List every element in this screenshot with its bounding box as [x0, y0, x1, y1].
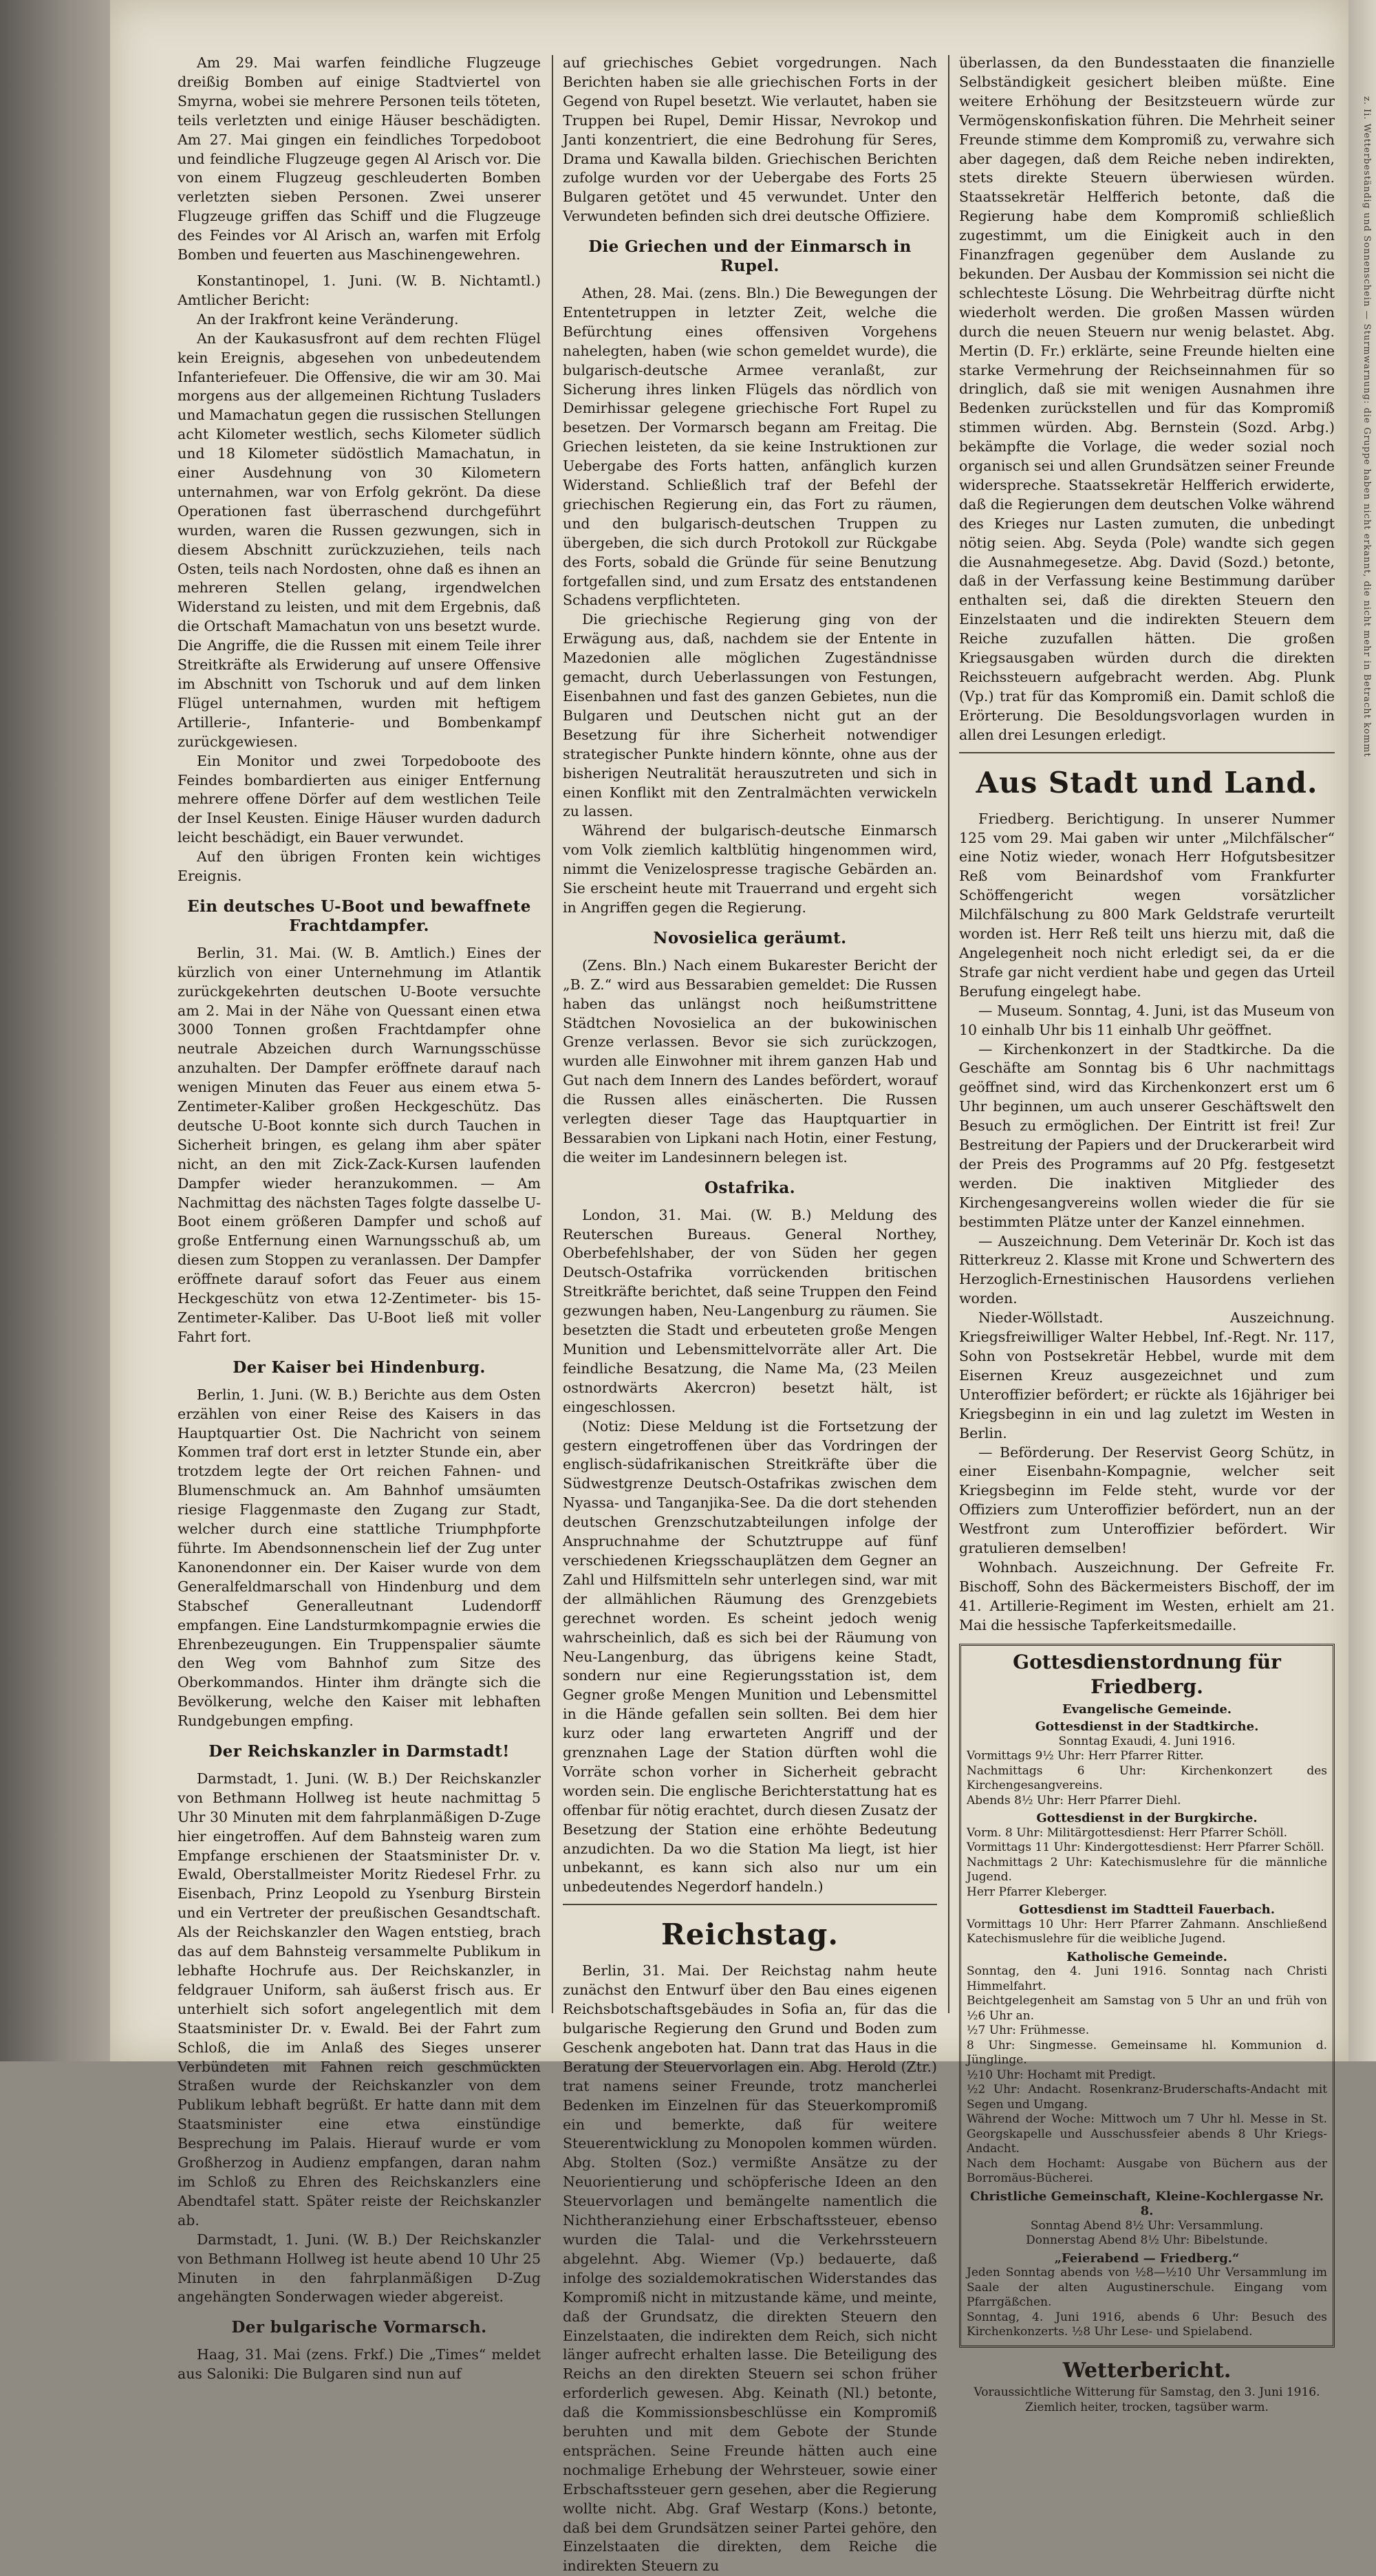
weather-line: Voraussichtliche Witterung für Samstag, den 3. Juni 1916.: [974, 2385, 1320, 2399]
weather-line: Ziemlich heiter, trocken, tagsüber warm.: [1025, 2400, 1269, 2414]
column-rule-2: [948, 55, 949, 2013]
schedule-line: Vormittags 9½ Uhr: Herr Pfarrer Ritter.: [967, 1749, 1204, 1763]
paragraph: (Notiz: Diese Meldung ist die Fortsetzung der gestern eingetroffenen über das Vordringen der englisch-südafrikanischen Streitkräfte über die Südwestgrenze Deutsch-Ostafrikas zwischen dem Nyassa- und Tanganjika-See. Da die dort stehenden deutschen Grenzschutzabteilungen infolge der Anspruchnahme der Schutztruppe auf fünf verschiedenen Kriegsschauplätzen dem Gegner an Zahl und Hilfsmitteln sehr unterlegen sind, war mit der allmählichen Räumung des Grenzgebiets gerechnet worden. Es scheint jedoch wenig wahrscheinlich, daß es sich bei der Räumung von Neu-Langenburg, das übrigens keine Stadt, sondern nur eine Regierungsstation ist, dem Gegner große Mengen Munition und Lebensmittel in die Hände gefallen sein sollten. Bei dem hier kurz oder lang erwarteten Angriff und der grenznahen Lage der Station dürften wohl die Vorräte schon vorher in Sicherheit gebracht worden sein. Die englische Berichterstattung hat es offenbar für nötig erachtet, durch diesen Zusatz der Besetzung der Station eine erhöhte Bedeutung anzudichten. Da wo die Station Ma liegt, ist hier unbekannt, es kann sich also nur um ein unbedeutendes Negerdorf handeln.): [563, 1417, 937, 1896]
paragraph: Ein Monitor und zwei Torpedoboote des Feindes bombardierten aus einiger Entfernung mehrere offene Dörfer auf dem westlichen Teile der Insel Keusten. Einige Häuser wurden dadurch leicht beschädigt, ein Bauer verwundet.: [178, 752, 541, 846]
schedule-line: Sonntag Exaudi, 4. Juni 1916.: [1058, 1734, 1236, 1748]
schedule-line: Abends 8½ Uhr: Herr Pfarrer Diehl.: [967, 1793, 1181, 1807]
paragraph: Nieder-Wöllstadt. Auszeichnung. Kriegsfreiwilliger Walter Hebbel, Inf.-Regt. Nr. 117, Sohn von Postsekretär Hebbel, wurde mit dem Eisernen Kreuz ausgezeichnet und zum Unteroffizier befördert; er rückte als 16jähriger bei Kriegsbeginn in ein und lag zuletzt im Westen in Berlin.: [959, 1309, 1335, 1441]
article-heading: Der bulgarische Vormarsch.: [231, 2318, 487, 2337]
paragraph: Friedberg. Berichtigung. In unserer Nummer 125 vom 29. Mai gaben wir unter „Milchfälscher“ eine Notiz wieder, wonach Herr Hofgutsbesitzer Reß vom Beinardshof vom Frankfurter Schöffengericht wegen vorsätzlicher Milchfälschung zu 800 Mark Geldstrafe verurteilt worden ist. Herr Reß teilt uns hierzu mit, daß die Angelegenheit noch nicht erledigt sei, da er die Strafe gar nicht verdient habe und gegen das Urteil Berufung eingelegt habe.: [959, 810, 1335, 1000]
paragraph: Darmstadt, 1. Juni. (W. B.) Der Reichskanzler von Bethmann Hollweg ist heute abend 10 Uhr 25 Minuten in den fahrplanmäßigen D-Zug angehängten Sonderwagen wieder abgereist.: [178, 2231, 541, 2306]
paragraph: London, 31. Mai. (W. B.) Meldung des Reuterschen Bureaus. General Northey, Oberbefehlshaber, der von Süden her gegen Deutsch-Ostafrika vorrückenden britischen Streitkräfte berichtet, daß seine Truppen den Feind gezwungen haben, Neu-Langenburg zu räumen. Sie besetzten die Stadt und erbeuteten große Mengen Munition und Lebensmittelvorräte aller Art. Die feindliche Besatzung, die Name Ma, (23 Meilen ostnordwärts Akercron) besetzt hält, ist eingeschlossen.: [563, 1206, 937, 1415]
paragraph: (Zens. Bln.) Nach einem Bukarester Bericht der „B. Z.“ wird aus Bessarabien gemeldet: Die Russen haben das unlängst noch heißumstrittene Städtchen Novosielica an der bukowinischen Grenze verlassen. Bevor sie sich zurückzogen, wurden alle Einwohner mit ihrem ganzen Hab und Gut nach dem Innern des Landes befördert, worauf die Russen alles einäscherten. Die Russen verlegten dieser Tage das Hauptquartier in Bessarabien von Lipkani nach Hotin, einer Festung, die weiter im Landesinnern belegen ist.: [563, 956, 937, 1166]
schedule-line: Sonntag, 4. Juni 1916, abends 6 Uhr: Besuch des Kirchenkonzerts. ½8 Uhr Lese- und Spielabend.: [967, 2310, 1327, 2339]
schedule-line: Vormittags 11 Uhr: Kindergottesdienst: Herr Pfarrer Schöll.: [967, 1840, 1324, 1855]
article-heading: Ein deutsches U-Boot und bewaffnete Frachtdampfer.: [187, 897, 531, 935]
article-heading: Die Griechen und der Einmarsch in Rupel.: [588, 237, 912, 276]
paragraph: Die griechische Regierung ging von der Erwägung aus, daß, nachdem sie der Entente in Mazedonien alle möglichen Zugeständnisse gemacht, durch Ueberlassungen von Festungen, Eisenbahnen und fast des ganzen Gebietes, nun die Bulgaren und Deutschen nicht gut an der Besetzung für ihre Sicherheit notwendiger strategischer Punkte hindern könnte, ohne aus der bisherigen Neutralität herauszutreten und sich in einen Konflikt mit den Zentralmächten verwickeln zu lassen.: [563, 611, 937, 820]
schedule-line: ½10 Uhr: Hochamt mit Predigt.: [967, 2068, 1156, 2082]
paragraph: Athen, 28. Mai. (zens. Bln.) Die Bewegungen der Ententetruppen in letzter Zeit, welche die Befürchtung eines offensiven Vorgehens nahelegten, haben (wie schon gemeldet wurde), die bulgarisch-deutsche Armee veranlaßt, zur Sicherung ihres linken Flügels das nördlich von Demirhissar gelegene griechische Fort Rupel zu besetzen. Der Vormarsch begann am Freitag. Die Griechen leisteten, da sie keine Instruktionen zur Uebergabe des Forts hatten, anfänglich kurzen Widerstand. Schließlich traf der Befehl der griechischen Regierung ein, das Fort zu räumen, und den bulgarisch-deutschen Truppen zu übergeben, die sich durch Protokoll zur Rückgabe des Forts, sobald die Gründe für seine Benutzung fortgefallen sind, und zum Ersatz des entstandenen Schadens verpflichteten.: [563, 284, 937, 609]
paragraph: — Kirchenkonzert in der Stadtkirche. Da die Geschäfte am Sonntag bis 6 Uhr nachmittags geöffnet sind, wird das Kirchenkonzert erst um 6 Uhr beginnen, um auch unserer Geschäftswelt den Besuch zu ermöglichen. Der Eintritt ist frei! Zur Bestreitung der Papiers und der Druckerarbeit wird der Preis des Programms auf 20 Pfg. festgesetzt werden. Die inaktiven Mitglieder des Kirchengesangvereins wollen wieder die für sie bestimmten Plätze unter der Kanzel einnehmen.: [959, 1040, 1335, 1230]
schedule-line: Vorm. 8 Uhr: Militärgottesdienst: Herr Pfarrer Schöll.: [967, 1825, 1288, 1840]
schedule-title: Gottesdienstordnung für Friedberg.: [1013, 1650, 1281, 1698]
weather-title: Wetterbericht.: [1062, 2358, 1232, 2383]
paragraph: — Museum. Sonntag, 4. Juni, ist das Museum von 10 einhalb Uhr bis 11 einhalb Uhr geöffnet.: [959, 1002, 1335, 1038]
paragraph: Auf den übrigen Fronten kein wichtiges Ereignis.: [178, 848, 541, 885]
schedule-line: ½7 Uhr: Frühmesse.: [967, 2024, 1090, 2038]
column-3: [959, 54, 1335, 2414]
scan-right-margin: [1348, 0, 1376, 2061]
paragraph: Konstantinopel, 1. Juni. (W. B. Nichtamtl.) Amtlicher Bericht:: [178, 272, 541, 308]
church-service-schedule-box: [959, 1644, 1335, 2348]
paragraph: Haag, 31. Mai (zens. Frkf.) Die „Times“ meldet aus Saloniki: Die Bulgaren sind nun auf: [178, 2346, 541, 2383]
paragraph: An der Kaukasusfront auf dem rechten Flügel kein Ereignis, abgesehen von unbedeutendem Infanteriefeuer. Die Offensive, die wir am 30. Mai morgens aus der allgemeinen Richtung Tusladers und Mamachatun gegen die russischen Stellungen acht Kilometer westlich, sechs Kilometer südlich und 18 Kilometer südöstlich Mamachatun, in einer Ausdehnung von 30 Kilometern unternahmen, war von Erfolg gekrönt. Da diese Operationen fast überraschend durchgeführt wurden, waren die Russen gezwungen, sich in diesem Abschnitt zurückzuziehen, teils nach Osten, teils nach Nordosten, ohne daß es ihnen an mehreren Stellen gelang, irgendwelchen Widerstand zu leisten, und mit dem Ergebnis, daß die Ortschaft Mamachatun von uns besetzt wurde. Die Angriffe, die die Russen mit einem Teile ihrer Streitkräfte als Erwiderung auf unsere Offensive im Abschnitt von Tschoruk und auf dem linken Flügel unternahmen, wurden mit heftigem Artillerie-, Infanterie- und Bombenkampf zurückgewiesen.: [178, 330, 541, 750]
paragraph: Berlin, 31. Mai. Der Reichstag nahm heute zunächst den Entwurf über den Bau eines eigenen Reichsbotschaftsgebäudes in Sofia an, für das die bulgarische Regierung den Grund und Boden zum Geschenk angeboten hat. Dann trat das Haus in die Beratung der Steuervorlagen ein. Abg. Herold (Ztr.) trat namens seiner Freunde, trotz mancherlei Bedenken im Einzelnen für das Steuerkompromiß ein und bemerkte, daß für weitere Steuerentwicklung zu Monopolen kommen würden. Abg. Stolten (Soz.) vermißte Ansätze zu der Neuorientierung und schöpferische Ideen an den Steuervorlagen und bemängelte namentlich die Nichtheranziehung einer Erbschaftssteuer, ebenso wurden die Talal- und die Verkehrssteuern abgelehnt. Abg. Wiemer (Vp.) bedauerte, daß infolge des sozialdemokratischen Widerstandes das Kompromiß nicht in mitzustande käme, und meinte, daß der Grundsatz, die direkten Steuern den Einzelstaaten, die indirekten dem Reich, sich nicht länger aufrecht erhalten lasse. Die Beteiligung des Reichs an den direkten Steuern sei schon früher erforderlich gewesen. Abg. Keinath (Nl.) betonte, daß die Kommissionsbeschlüsse ein Kompromiß beruhten und mit dem Gebote der Stunde entsprächen. Seine Freunde hätten auch eine nochmalige Erhebung der Wehrsteuer, sowie einer Erbschaftssteuer gern gesehen, aber die Regierung wollte nicht. Abg. Graf Westarp (Kons.) betonte, daß bei dem Grundsätzen seiner Partei gehöre, den Einzelstaaten die direkten, dem Reiche die indirekten Steuern zu: [563, 1962, 937, 2575]
schedule-line: Donnerstag Abend 8½ Uhr: Bibelstunde.: [1026, 2233, 1268, 2248]
schedule-line: Sonntag Abend 8½ Uhr: Versammlung.: [1030, 2218, 1264, 2233]
article-heading: Novosielica geräumt.: [653, 928, 847, 947]
section-divider: [959, 752, 1335, 753]
paragraph: — Auszeichnung. Dem Veterinär Dr. Koch ist das Ritterkreuz 2. Klasse mit Krone und Schwertern des Herzoglich-Ernestinischen Hausordens verliehen worden.: [959, 1232, 1335, 1307]
article-heading: Der Reichskanzler in Darmstadt!: [208, 1742, 510, 1761]
schedule-line: 8 Uhr: Singmesse. Gemeinsame hl. Kommunion d. Jünglinge.: [967, 2038, 1327, 2068]
paragraph: — Beförderung. Der Reservist Georg Schütz, in einer Eisenbahn-Kompagnie, welcher seit Kriegsbeginn im Felde steht, wurde vor der Offiziers zum Unteroffizier befördert, nun an der Westfront zum Unteroffizier befördert. Wir gratulieren demselben!: [959, 1443, 1335, 1557]
schedule-line: ½2 Uhr: Andacht. Rosenkranz-Bruderschafts-Andacht mit Segen und Umgang.: [967, 2083, 1327, 2112]
paragraph: Berlin, 1. Juni. (W. B.) Berichte aus dem Osten erzählen von einer Reise des Kaisers in das Hauptquartier Ost. Die Nachricht von seinem Kommen traf dort erst in letzter Stunde ein, aber trotzdem legte der Ort reichen Fahnen- und Blumenschmuck an. Am Bahnhof umsäumten riesige Flaggenmaste den Zugang zur Stadt, welcher durch eine stattliche Triumphpforte führte. Im Abendsonnenschein lief der Zug unter Kanonendonner ein. Der Kaiser wurde von dem Generalfeldmarschall von Hindenburg und dem Stabschef Generalleutnant Ludendorff empfangen. Eine Landsturmkompagnie erwies die Ehrenbezeugungen. Ein Truppenspalier säumte den Weg vom Bahnhof zum Sitze des Oberkommandos. Hinter ihm drängte sich die Bevölkerung, welche den Kaiser mit lebhaften Rundgebungen empfing.: [178, 1386, 541, 1730]
paragraph: Wohnbach. Auszeichnung. Der Gefreite Fr. Bischoff, Sohn des Bäckermeisters Bischoff, der im 41. Artillerie-Regiment im Westen, erhielt am 21. Mai die hessische Tapferkeitsmedaille.: [959, 1558, 1335, 1633]
schedule-line: Herr Pfarrer Kleberger.: [967, 1885, 1108, 1899]
paragraph: Am 29. Mai warfen feindliche Flugzeuge dreißig Bomben auf einige Stadtviertel von Smyrna, wobei sie mehrere Personen teils töteten, teils verletzten und einige Häuser beschädigten. Am 27. Mai gingen ein feindliches Torpedoboot und feindliche Flugzeuge gegen Al Arisch vor. Die von einem Flugzeug geschleuderten Bomben verletzten sieben Personen. Zwei unserer Flugzeuge griffen das Schiff und die Flugzeuge des Feindes vor Al Arisch an, warfen mit Erfolg Bomben und feuerten aus Maschinengewehren.: [178, 54, 541, 264]
column-1: [178, 54, 541, 2383]
paragraph: An der Irakfront keine Veränderung.: [197, 310, 459, 328]
schedule-line: Beichtgelegenheit am Samstag von 5 Uhr an und früh von ½6 Uhr an.: [967, 1994, 1327, 2023]
paragraph: überlassen, da den Bundesstaaten die finanzielle Selbständigkeit gesichert bleiben müßte. Eine weitere Erhöhung der Besitzsteuern würde zur Vermögenskonfiskation führen. Die Mehrheit seiner Freunde stimme dem Kompromiß zu, verwahre sich aber dagegen, daß dem Reiche neben indirekten, stets direkte Steuern überwiesen würden. Staatssekretär Helfferich betonte, daß die Regierung habe dem Kompromiß schließlich zugestimmt, um die Einigkeit auch in den Finanzfragen gegenüber dem Auslande zu bekunden. Der Ausbau der Kommission sei nicht die schlechteste Lösung. Die Wehrbeitrag dürfte nicht wiederholt werden. Die großen Massen würden durch die neuen Steuern nur wenig belastet. Abg. Mertin (D. Fr.) erklärte, seine Freunde hielten eine starke Vermehrung der Reichseinnahmen für so dringlich, daß sie mit wenigen Ausnahmen ihre Bedenken zurückstellen und für das Kompromiß stimmen würden. Abg. Bernstein (Sozd. Arbg.) bekämpfte die Vorlage, die weder sozial noch organisch sei und allen Grundsätzen seiner Freunde widerspreche. Staatssekretär Helfferich erwiderte, daß die Regierungen dem deutschen Volke während des Krieges nur Lasten zumuten, die unbedingt nötig seien. Abg. Seyda (Pole) wandte sich gegen die Ausnahmegesetze. Abg. David (Sozd.) betonte, daß in der Verfassung keine Bestimmung darüber enthalten sei, daß die direkten Steuern den Einzelstaaten und die indirekten Steuern dem Reiche zuzufallen hätten. Die großen Kriegsausgaben würden durch die direkten Reichssteuern aufgebracht werden. Abg. Plunk (Vp.) trat für das Kompromiß ein. Damit schloß die Erörterung. Die Besoldungsvorlagen wurden in allen drei Lesungen erledigt.: [959, 54, 1335, 743]
schedule-line: Nachmittags 2 Uhr: Katechismuslehre für die männliche Jugend.: [967, 1855, 1327, 1885]
schedule-line: Während der Woche: Mittwoch um 7 Uhr hl. Messe in St. Georgskapelle und Ausschussfeier abends 8 Uhr Kriegs-Andacht.: [967, 2112, 1327, 2156]
scan-left-margin: [0, 0, 110, 2061]
schedule-subheading: Gottesdienst in der Burgkirche.: [1036, 1811, 1258, 1826]
schedule-line: Sonntag, den 4. Juni 1916. Sonntag nach Christi Himmelfahrt.: [967, 1964, 1327, 1993]
schedule-subheading: Evangelische Gemeinde.: [1062, 1702, 1232, 1717]
schedule-line: Vormittags 10 Uhr: Herr Pfarrer Zahmann. Anschließend Katechismuslehre für die weibliche Jugend.: [967, 1917, 1327, 1946]
schedule-subheading: „Feierabend — Friedberg.“: [1054, 2251, 1240, 2266]
weather-report: [959, 2357, 1335, 2415]
paragraph: Berlin, 31. Mai. (W. B. Amtlich.) Eines der kürzlich von einer Unternehmung im Atlantik zurückgekehrten deutschen U-Boote versuchte am 2. Mai in der Nähe von Quessant einen etwa 3000 Tonnen großen Frachtdampfer ohne neutrale Abzeichen durch Warnungsschüsse anzuhalten. Der Dampfer eröffnete darauf nach wenigen Minuten das Feuer aus einem etwa 5-Zentimeter-Kaliber großen Heckgeschütz. Das deutsche U-Boot konnte sich durch Tauchen in Sicherheit bringen, es gelang ihm aber später nicht, an den mit Zick-Zack-Kursen laufenden Dampfer wieder heranzukommen. — Am Nachmittag des nächsten Tages folgte dasselbe U-Boot einem größeren Dampfer und schoß auf große Entfernung einen Warnungsschuß ab, um diesen zum Stoppen zu veranlassen. Der Dampfer eröffnete darauf sofort das Feuer aus einem Heckgeschütz von etwa 12-Zentimeter- bis 15-Zentimeter-Kaliber. Das U-Boot ließ mit voller Fahrt fort.: [178, 944, 541, 1345]
schedule-subheading: Katholische Gemeinde.: [1066, 1949, 1227, 1964]
section-divider: [563, 1904, 937, 1905]
schedule-line: Jeden Sonntag abends von ½8—½10 Uhr Versammlung im Saale der alten Augustinerschule. Eingang vom Pfarrgäßchen.: [967, 2266, 1327, 2310]
schedule-subheading: Gottesdienst in der Stadtkirche.: [1035, 1719, 1259, 1735]
schedule-line: Nachmittags 6 Uhr: Kirchenkonzert des Kirchengesangvereins.: [967, 1763, 1327, 1793]
schedule-subheading: Christliche Gemeinschaft, Kleine-Kochlergasse Nr. 8.: [970, 2189, 1324, 2219]
paragraph: Darmstadt, 1. Juni. (W. B.) Der Reichskanzler von Bethmann Hollweg ist heute nachmittag 5 Uhr 30 Minuten mit dem fahrplanmäßigen D-Zuge hier eingetroffen. Auf dem Bahnsteig waren zum Empfange erschienen der Staatsminister Dr. v. Ewald, Oberstallmeister Moritz Riedesel Frhr. zu Eisenbach, Prinz Leopold zu Ysenburg Birstein und ein Vertreter der preußischen Gesandtschaft. Als der Reichskanzler den Wagen entstieg, brach das auf dem Bahnsteig versammelte Publikum in lebhafte Hochrufe aus. Der Reichskanzler, in feldgrauer Uniform, sah äußerst frisch aus. Er unterhielt sich sofort angelegentlich mit dem Staatsminister Dr. v. Ewald. Bei der Fahrt zum Schloß, die im Anlaß des Sieges unserer Verbündeten mit Fahnen reich geschmückten Straßen wurde der Reichskanzler von dem Publikum lebhaft begrüßt. Er hatte dann mit dem Staatsminister eine etwa einstündige Besprechung im Palais. Hierauf wurde er vom Großherzog in Audienz empfangen, daran nahm im Schloß zu Ehren des Reichskanzlers eine Abendtafel statt. Später reiste der Reichskanzler ab.: [178, 1770, 541, 2229]
article-heading: Der Kaiser bei Hindenburg.: [233, 1357, 486, 1377]
paragraph: auf griechisches Gebiet vorgedrungen. Nach Berichten haben sie alle griechischen Forts in der Gegend von Rupel besetzt. Wie verlautet, haben sie Truppen bei Rupel, Demir Hissar, Nevrokop und Janti konzentriert, die eine Bedrohung für Seres, Drama und Kawalla bilden. Griechischen Berichten zufolge wurden vor der Uebergabe des Forts 25 Bulgaren getötet und 45 verwundet. Unter den Verwundeten befinden sich drei deutsche Offiziere.: [563, 54, 937, 225]
section-heading-reichstag: Reichstag.: [661, 1918, 839, 1952]
section-heading-stadt-land: Aus Stadt und Land.: [976, 765, 1318, 799]
newspaper-page: [110, 0, 1348, 2575]
article-heading: Ostafrika.: [704, 1178, 796, 1197]
schedule-subheading: Gottesdienst im Stadtteil Fauerbach.: [1018, 1902, 1276, 1918]
column-rule-1: [552, 55, 553, 2013]
paragraph: Während der bulgarisch-deutsche Einmarsch vom Volk ziemlich kaltblütig hingenommen wird, nimmt die Venizelospresse tragische Gebärden an. Sie erscheint heute mit Trauerrand und ergeht sich in Angriffen gegen die Regierung.: [563, 822, 937, 916]
column-2: [563, 54, 937, 2575]
adjacent-page-edge-text: z. Ii. Wetterbeständig und Sonnenschein — Sturmwarnung: die Gruppe haben nicht erkannt, die nicht mehr in Betracht kommt: [1362, 96, 1372, 758]
schedule-line: Nach dem Hochamt: Ausgabe von Büchern aus der Borromäus-Bücherei.: [967, 2156, 1327, 2186]
